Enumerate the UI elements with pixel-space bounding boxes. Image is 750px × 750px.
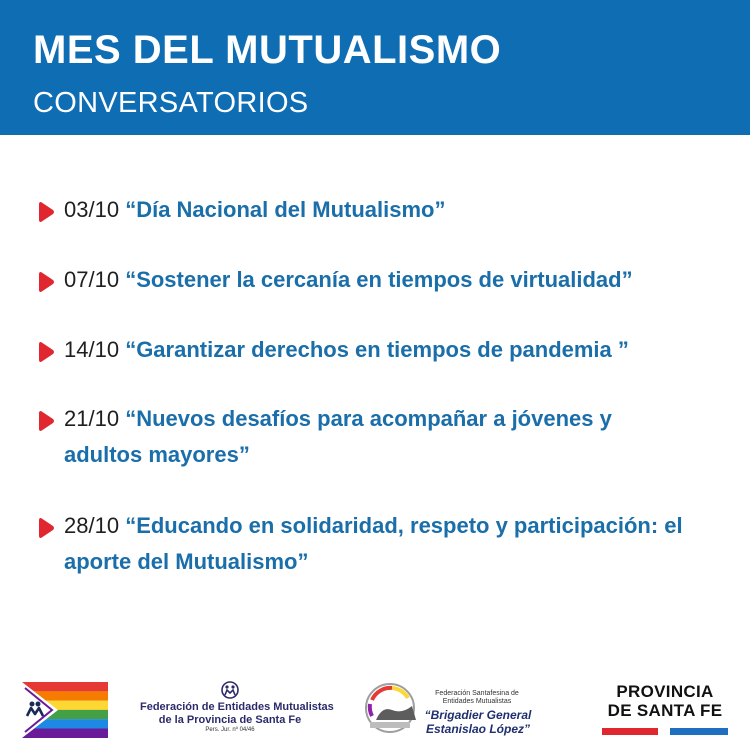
event-topic: “Nuevos desafíos para acompañar a jóvenes y adultos mayores”: [64, 406, 612, 467]
federacion-name-line1: Federación de Entidades Mutualistas: [140, 701, 334, 713]
provincia-line2: DE SANTA FE: [607, 701, 723, 720]
feselm-org-label: [422, 690, 532, 706]
event-topic: “Educando en solidaridad, respeto y participación: el aporte del Mutualismo”: [64, 513, 683, 574]
provincia-red-bar: [602, 728, 658, 735]
event-item: [38, 401, 678, 473]
provincia-blue-bar: [670, 728, 728, 735]
event-topic: “Sostener la cercanía en tiempos de virtualidad”: [125, 267, 633, 292]
provincia-santa-fe-logo: [600, 682, 730, 744]
mutualism-rainbow-flag-logo: [22, 682, 108, 738]
event-topic: “Día Nacional del Mutualismo”: [125, 197, 446, 222]
play-bullet-icon: [38, 271, 56, 293]
federacion-emblem-icon: [219, 680, 241, 700]
play-bullet-icon: [38, 201, 56, 223]
header-banner: [0, 0, 750, 135]
feselm-org-line1: Federación Santafesina de: [435, 690, 519, 697]
feselm-logo: [362, 678, 532, 742]
page-subtitle: CONVERSATORIOS: [33, 87, 309, 119]
play-bullet-icon: [38, 517, 56, 539]
federacion-legal-id: Pers. Jur. nº 04/46: [205, 727, 255, 733]
event-date: 14/10: [64, 337, 120, 362]
provincia-line1: PROVINCIA: [616, 682, 714, 701]
event-item: [38, 332, 728, 368]
feselm-emblem-icon: [362, 680, 424, 736]
event-topic: “Garantizar derechos en tiempos de pandemia ”: [125, 337, 629, 362]
event-date: 03/10: [64, 197, 120, 222]
event-item: [38, 192, 728, 228]
footer-logos: [0, 670, 750, 750]
page-title: MES DEL MUTUALISMO: [33, 28, 502, 72]
event-item: [38, 508, 738, 580]
event-date: 07/10: [64, 267, 120, 292]
event-date: 21/10: [64, 406, 120, 431]
feselm-org-line2: Entidades Mutualistas: [442, 698, 512, 705]
play-bullet-icon: [38, 341, 56, 363]
federacion-logo: [140, 680, 334, 740]
play-bullet-icon: [38, 410, 56, 432]
feselm-name-line2: Estanislao López”: [425, 722, 531, 736]
event-item: [38, 262, 728, 298]
federacion-name-line2: de la Provincia de Santa Fe: [158, 714, 302, 726]
event-date: 28/10: [64, 513, 120, 538]
feselm-name-line1: “Brigadier General: [424, 708, 532, 722]
